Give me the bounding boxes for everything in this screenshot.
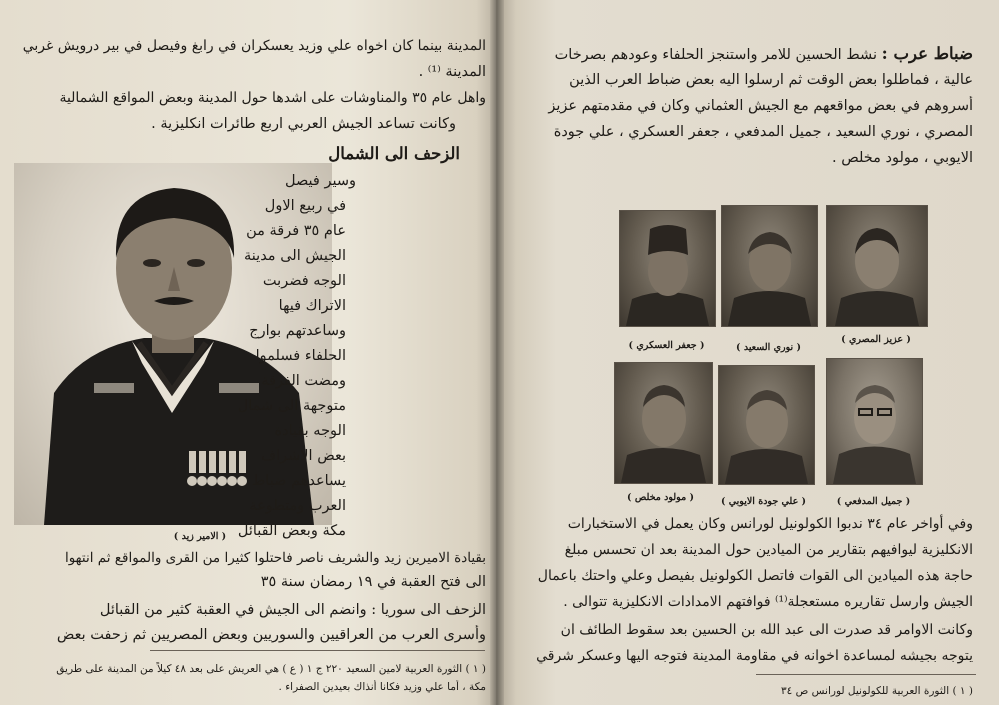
- intro-line-4: المصري ، نوري السعيد ، جميل المدفعي ، جعفر العسكري ، علي جودة: [553, 124, 973, 140]
- col-line-11: الوجه بقيادة: [274, 423, 346, 439]
- col-line-7: وساعدتهم بوارج: [249, 323, 346, 339]
- col-line-6: الاتراك فيها: [278, 298, 346, 314]
- intro-line-2: عالية ، فماطلوا بعض الوقت ثم ارسلوا اليه بعض ضباط العرب الذين: [569, 72, 973, 88]
- heading-north: الزحف الى الشمال: [328, 144, 460, 163]
- left-footnote-1: ( ١ ) الثورة العربية لامين السعيد ٢٢٠ ج ١ ( ع ) هي العريش على بعد ٤٨ كيلاً من المدينة على طريق: [56, 663, 486, 675]
- col-line-1: وسير فيصل: [285, 173, 356, 189]
- body-line-4: الجيش وارسل تقاريره مستعجلة⁽¹⁾ فوافتهم الامدادات الانكليزية تتوالى .: [563, 594, 973, 610]
- portrait-nuri-said: [721, 205, 818, 327]
- after-line-1: بقيادة الاميرين زيد والشريف ناصر فاحتلوا كثيرا من القرى والمواقع ثم انتهوا: [64, 550, 486, 566]
- portrait-aziz-masri: [826, 205, 928, 327]
- caption-jafar-askari: ( جعفر العسكري ): [628, 340, 705, 351]
- intro-line-5: الايوبي ، مولود مخلص .: [832, 150, 973, 166]
- caption-nuri-said: ( نوري السعيد ): [736, 342, 801, 353]
- caption-jamil-midfai: ( جميل المدفعي ): [836, 496, 911, 507]
- col-line-2: في ربيع الاول: [264, 198, 346, 214]
- body-line-5: وكانت الاوامر قد صدرت الى عبد الله بن الحسين بعد سقوط الطائف ان: [560, 622, 973, 638]
- portrait-mawlud-mukhlis: [614, 362, 713, 484]
- body-line-3: حاجة هذه الميادين الى القوات فاتصل الكولونيل بفيصل وعلي واحتك باعمال: [537, 568, 973, 584]
- caption-ali-jawdat: ( علي جودة الايوبي ): [720, 496, 807, 507]
- after-line-2: الى فتح العقبة في ١٩ رمضان سنة ٣٥: [260, 574, 486, 590]
- portrait-jamil-midfai: [826, 358, 923, 485]
- intro-heading: ضباط عرب :: [881, 44, 973, 63]
- col-line-14: العرب ومتطوعة: [249, 498, 346, 514]
- left-top-line-1: المدينة بينما كان اخواه علي وزيد يعسكران في رابغ وفيصل في بير درويش غربي: [22, 38, 486, 54]
- left-top-line-2: المدينة ⁽¹⁾ .: [418, 64, 486, 80]
- col-line-9: ومضت الفرقة: [261, 373, 346, 389]
- left-top-line-3: واهل عام ٣٥ والمناوشات على اشدها حول المدينة وبعض المواقع الشمالية: [59, 90, 486, 106]
- caption-mawlud-mukhlis: ( مولود مخلص ): [627, 492, 694, 503]
- syria-line-1: الزحف الى سوريا : وانضم الى الجيش في العقبة كثير من القبائل: [99, 602, 486, 618]
- syria-line-2: وأسرى العرب من العراقيين والسوريين وبعض المصريين ثم زحفت بعض: [56, 627, 486, 643]
- left-footnote-2: مكة ، أما علي وزيد فكانا أنذاك بعيدين الصفراء .: [278, 681, 486, 693]
- portrait-ali-jawdat: [718, 365, 815, 485]
- left-page: [0, 0, 496, 705]
- col-line-13: يساعدهم ضباط: [251, 473, 346, 489]
- col-line-12: بعض الاشراف: [261, 448, 346, 464]
- col-line-5: الوجه فضربت: [262, 273, 346, 289]
- col-line-10: متوجهة الى شمال: [237, 398, 346, 414]
- right-footnote-rule: [756, 674, 976, 675]
- intro-line-1: نشط الحسين للامر واستنجز الحلفاء وعودهم بصرخات: [554, 47, 878, 63]
- intro-first-line: [533, 44, 973, 65]
- col-line-15: مكة وبعض القبائل: [237, 523, 346, 539]
- body-line-6: يتوجه بجيشه لمساعدة اخوانه في مقاومة المدينة فتوجه اليها وعسكر شرقي: [536, 648, 973, 664]
- portrait-jafar-askari: [619, 210, 716, 327]
- col-line-8: الحلفاء فسلموا: [255, 348, 346, 364]
- col-line-3: عام ٣٥ فرقة من: [246, 223, 346, 239]
- body-line-2: الانكليزية ليوافيهم بتقارير من الميادين حول المدينة بعد ان تحسس مبلغ: [564, 542, 973, 558]
- intro-line-3: أسروهم في بعض مواقعهم مع الجيش العثماني وكان في مقدمتهم عزيز: [548, 98, 973, 114]
- body-line-1: وفي أواخر عام ٣٤ ندبوا الكولونيل لورانس وكان يعمل في الاستخبارات: [567, 516, 973, 532]
- col-line-4: الجيش الى مدينة: [244, 248, 346, 264]
- left-footnote-rule: [150, 650, 485, 651]
- zeid-caption: ( الامير زيد ): [173, 531, 227, 542]
- right-page: [496, 0, 999, 705]
- book-gutter: [490, 0, 504, 705]
- left-top-line-4: وكانت تساعد الجيش العربي اربع طائرات انكليزية .: [151, 116, 456, 132]
- caption-aziz-masri: ( عزيز المصري ): [841, 334, 911, 345]
- right-footnote: ( ١ ) الثورة العربية للكولونيل لورانس ص ٣٤: [781, 685, 973, 697]
